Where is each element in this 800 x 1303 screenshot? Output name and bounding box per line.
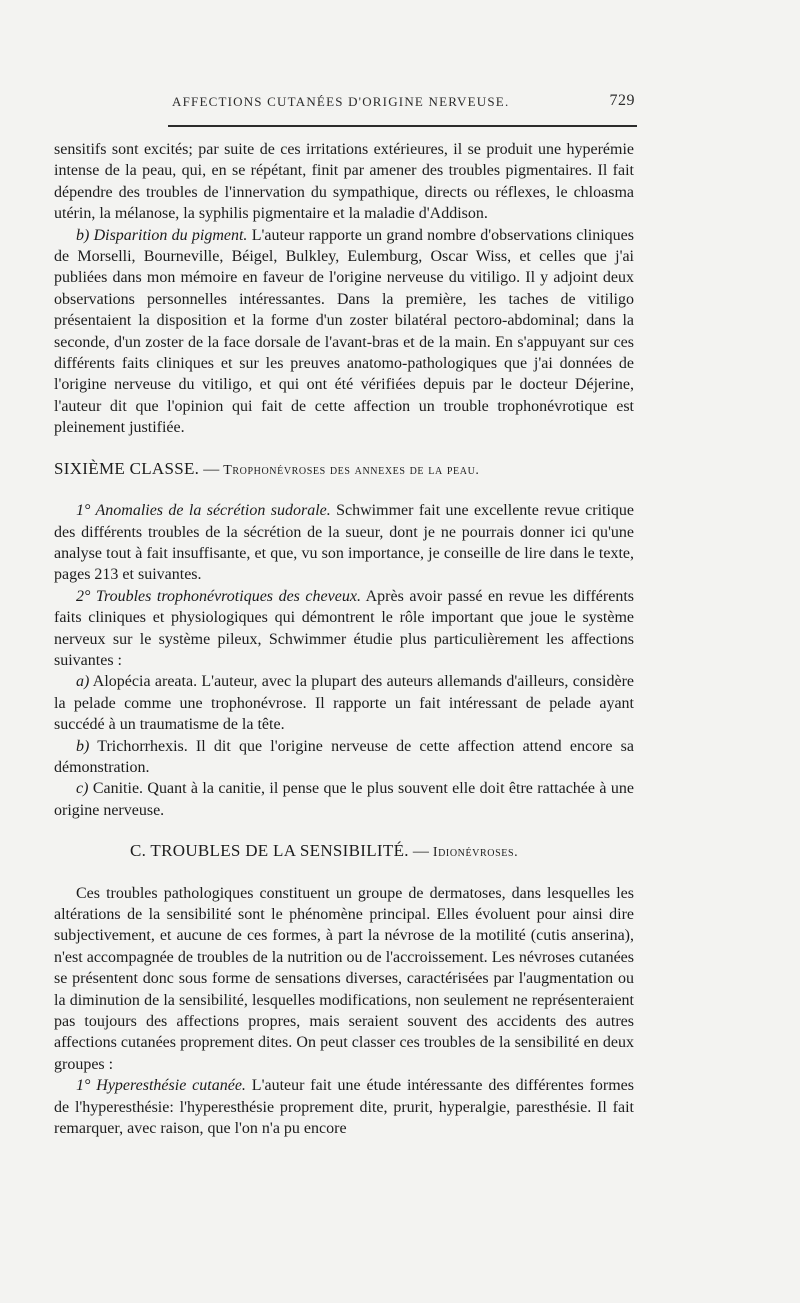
section-heading-sixieme-classe [54,458,634,481]
paragraph-sympathique [54,139,634,225]
running-title: AFFECTIONS CUTANÉES D'ORIGINE NERVEUSE. [172,94,510,109]
section-heading-sub: Idionévroses. [432,845,519,861]
paragraph-alopecia-areata [54,671,634,735]
paragraph-troubles-cheveux [54,586,634,672]
paragraph-text: Ces troubles pathologiques constituent un groupe de dermatoses, dans lesquelles les altérations de la sensibilité sont le phénomène principal. Elles évoluent pour ainsi dire subjectivement, et aucune de ces formes, à part la névrose de la motilité (cutis anserina), n'est accompagnée de troubles de la nutrition ou de l'accroissement. Les névroses cutanées se présentent donc sous forme de sensations diverses, caractérisées par l'augmentation ou la diminution de la sensibilité, lesquelles modifications, non seulement ne représenteraient pas toujours des affections propres, mais seraient souvent des accidents des autres affections cutanées proprement dites. On peut classer ces troubles de la sensibilité en deux groupes : [54,884,634,1073]
section-heading-dash: — [199,460,224,478]
running-head [172,92,635,112]
section-heading-troubles-sensibilite [54,840,634,863]
paragraph-label: b) Disparition du pigment. [76,226,248,244]
body-text [54,139,634,1139]
header-rule [168,125,637,127]
paragraph-secretion-sudorale [54,500,634,586]
section-heading-main: SIXIÈME CLASSE. [54,458,200,478]
page-number: 729 [609,92,635,109]
section-heading-main: C. TROUBLES DE LA SENSIBILITÉ. [130,841,409,861]
paragraph-text: Après avoir passé en revue les différents faits cliniques et physiologiques qui démontrent le rôle important que joue le système nerveux sur le système pileux, Schwimmer étudie plus particulièrement les affections suivantes : [54,587,635,669]
paragraph-trichorrhexis [54,736,634,779]
paragraph-text: Schwimmer fait une excellente revue critique des différents troubles de la sécrétion de la sueur, dont je ne pourrais donner ici qu'une analyse tout à fait insuffisante, et que, vu son importance, je conseille de lire dans le texte, pages 213 et suivantes. [54,502,635,584]
paragraph-text: Alopécia areata. L'auteur, avec la plupart des auteurs allemands d'ailleurs, considère la pelade comme une trophonévrose. Il rapporte un fait intéressant de pelade ayant succédé à un traumatisme de la tête. [54,673,634,734]
paragraph-text: L'auteur fait une étude intéressante des différentes formes de l'hyperesthésie: l'hyperesthésie proprement dite, prurit, hyperalgie, paresthésie. Il fait remarquer, avec raison, que l'on n'a pu encore [54,1077,635,1138]
paragraph-label: b) [76,737,90,755]
paragraph-hyperesthesie [54,1075,634,1139]
paragraph-text: Canitie. Quant à la canitie, il pense que le plus souvent elle doit être rattachée à une origine nerveuse. [54,780,634,819]
paragraph-label: a) [76,673,90,691]
paragraph-text: sensitifs sont excités; par suite de ces irritations extérieures, il se produit une hyperémie intense de la peau, qui, en se répétant, finit par amener des troubles pigmentaires. Il fait dépendre des troubles de l'innervation du sympathique, directs ou réflexes, le chloasma utérin, la mélanose, la syphilis pigmentaire et la maladie d'Addison. [54,141,634,223]
paragraph-label: 1° Hyperesthésie cutanée. [76,1077,246,1095]
paragraph-text: Trichorrhexis. Il dit que l'origine nerveuse de cette affection attend encore sa démonstration. [54,737,634,776]
paragraph-canitie [54,778,634,821]
section-heading-sub: Trophonévroses des annexes de la peau. [223,462,480,478]
paragraph-label: 1° Anomalies de la sécrétion sudorale. [76,502,331,520]
paragraph-label: c) [76,780,89,798]
paragraph-disparition-pigment [54,225,634,439]
section-heading-dash: — [408,843,433,861]
paragraph-text: L'auteur rapporte un grand nombre d'observations cliniques de Morselli, Bourneville, Béigel, Bulkley, Eulemburg, Oscar Wiss, et celles que j'ai publiées dans mon mémoire en faveur de l'origine nerveuse du vitiligo. Il y adjoint deux observations personnelles intéressantes. Dans la première, les taches de vitiligo présentaient la disposition et la forme d'un zoster bilatéral pectoro-abdominal; dans la seconde, d'un zoster de la face dorsale de l'avant-bras et de la main. En s'appuyant sur ces différents faits cliniques et sur les preuves anatomo-pathologiques que j'ai données de l'origine nerveuse du vitiligo, et qui ont été vérifiées depuis par le docteur Déjerine, l'auteur dit que l'opinion qui fait de cette affection un trouble trophonévrotique est pleinement justifiée. [54,226,634,437]
paragraph-troubles-pathologiques [54,883,634,1076]
paragraph-label: 2° Troubles trophonévrotiques des cheveux. [76,587,361,605]
